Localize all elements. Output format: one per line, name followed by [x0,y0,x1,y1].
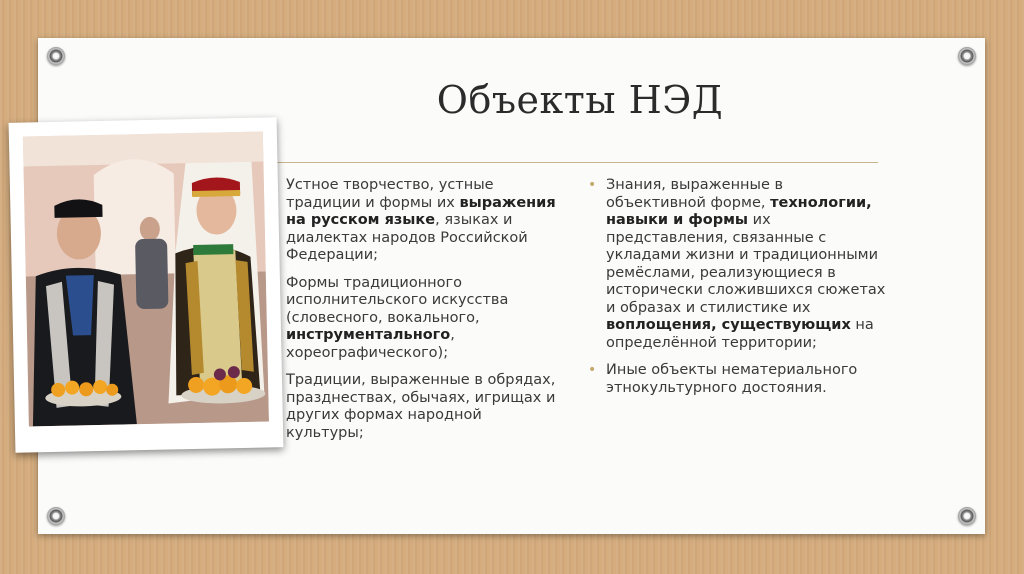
right-column [586,177,886,407]
list-item [586,177,886,352]
text: на определённой территории; [606,317,874,351]
bold-text: воплощения, существующих [606,317,851,333]
list-item [266,372,556,442]
bold-text: инструментального [286,327,451,343]
bold-text: выражения на русском языке [286,194,556,228]
pin-icon [958,507,976,525]
list-item [266,275,556,363]
list-item [266,177,556,265]
text: их представления, связанные с укладами жизни и традиционными ремёслами, реализующиеся в исторически сложившихся сюжетах и образах и стилистике их [606,212,886,316]
bold-text: технологии, навыки и формы [606,194,872,228]
text: Иные объекты нематериального этнокультурного достояния. [606,362,858,396]
people-in-costume-photo [23,132,269,427]
slide-title: Объекты НЭД [436,78,724,122]
right-bullet-list [586,177,886,397]
text: , хореографического); [286,327,455,361]
list-item [586,362,886,397]
photo-people-in-traditional-costume-icon [23,132,269,427]
bullet-icon: • [588,362,597,378]
text: , языках и диалектах народов Российской Федерации; [286,212,528,263]
left-bullet-list [266,177,556,442]
text: Устное творчество, устные традиции и формы их [286,177,494,211]
text: Формы традиционного исполнительского искусства (словесного, вокального, [286,274,509,326]
title-divider [256,162,878,163]
bullet-icon: • [588,177,597,193]
pin-icon [47,47,65,65]
photo-frame [9,117,284,453]
pin-icon [958,47,976,65]
pin-icon [47,507,65,525]
text: Знания, выраженные в объективной форме, [606,177,784,211]
left-column [266,177,556,452]
text: Традиции, выраженные в обрядах, празднествах, обычаях, игрищах и других формах народной культуры; [286,372,556,441]
